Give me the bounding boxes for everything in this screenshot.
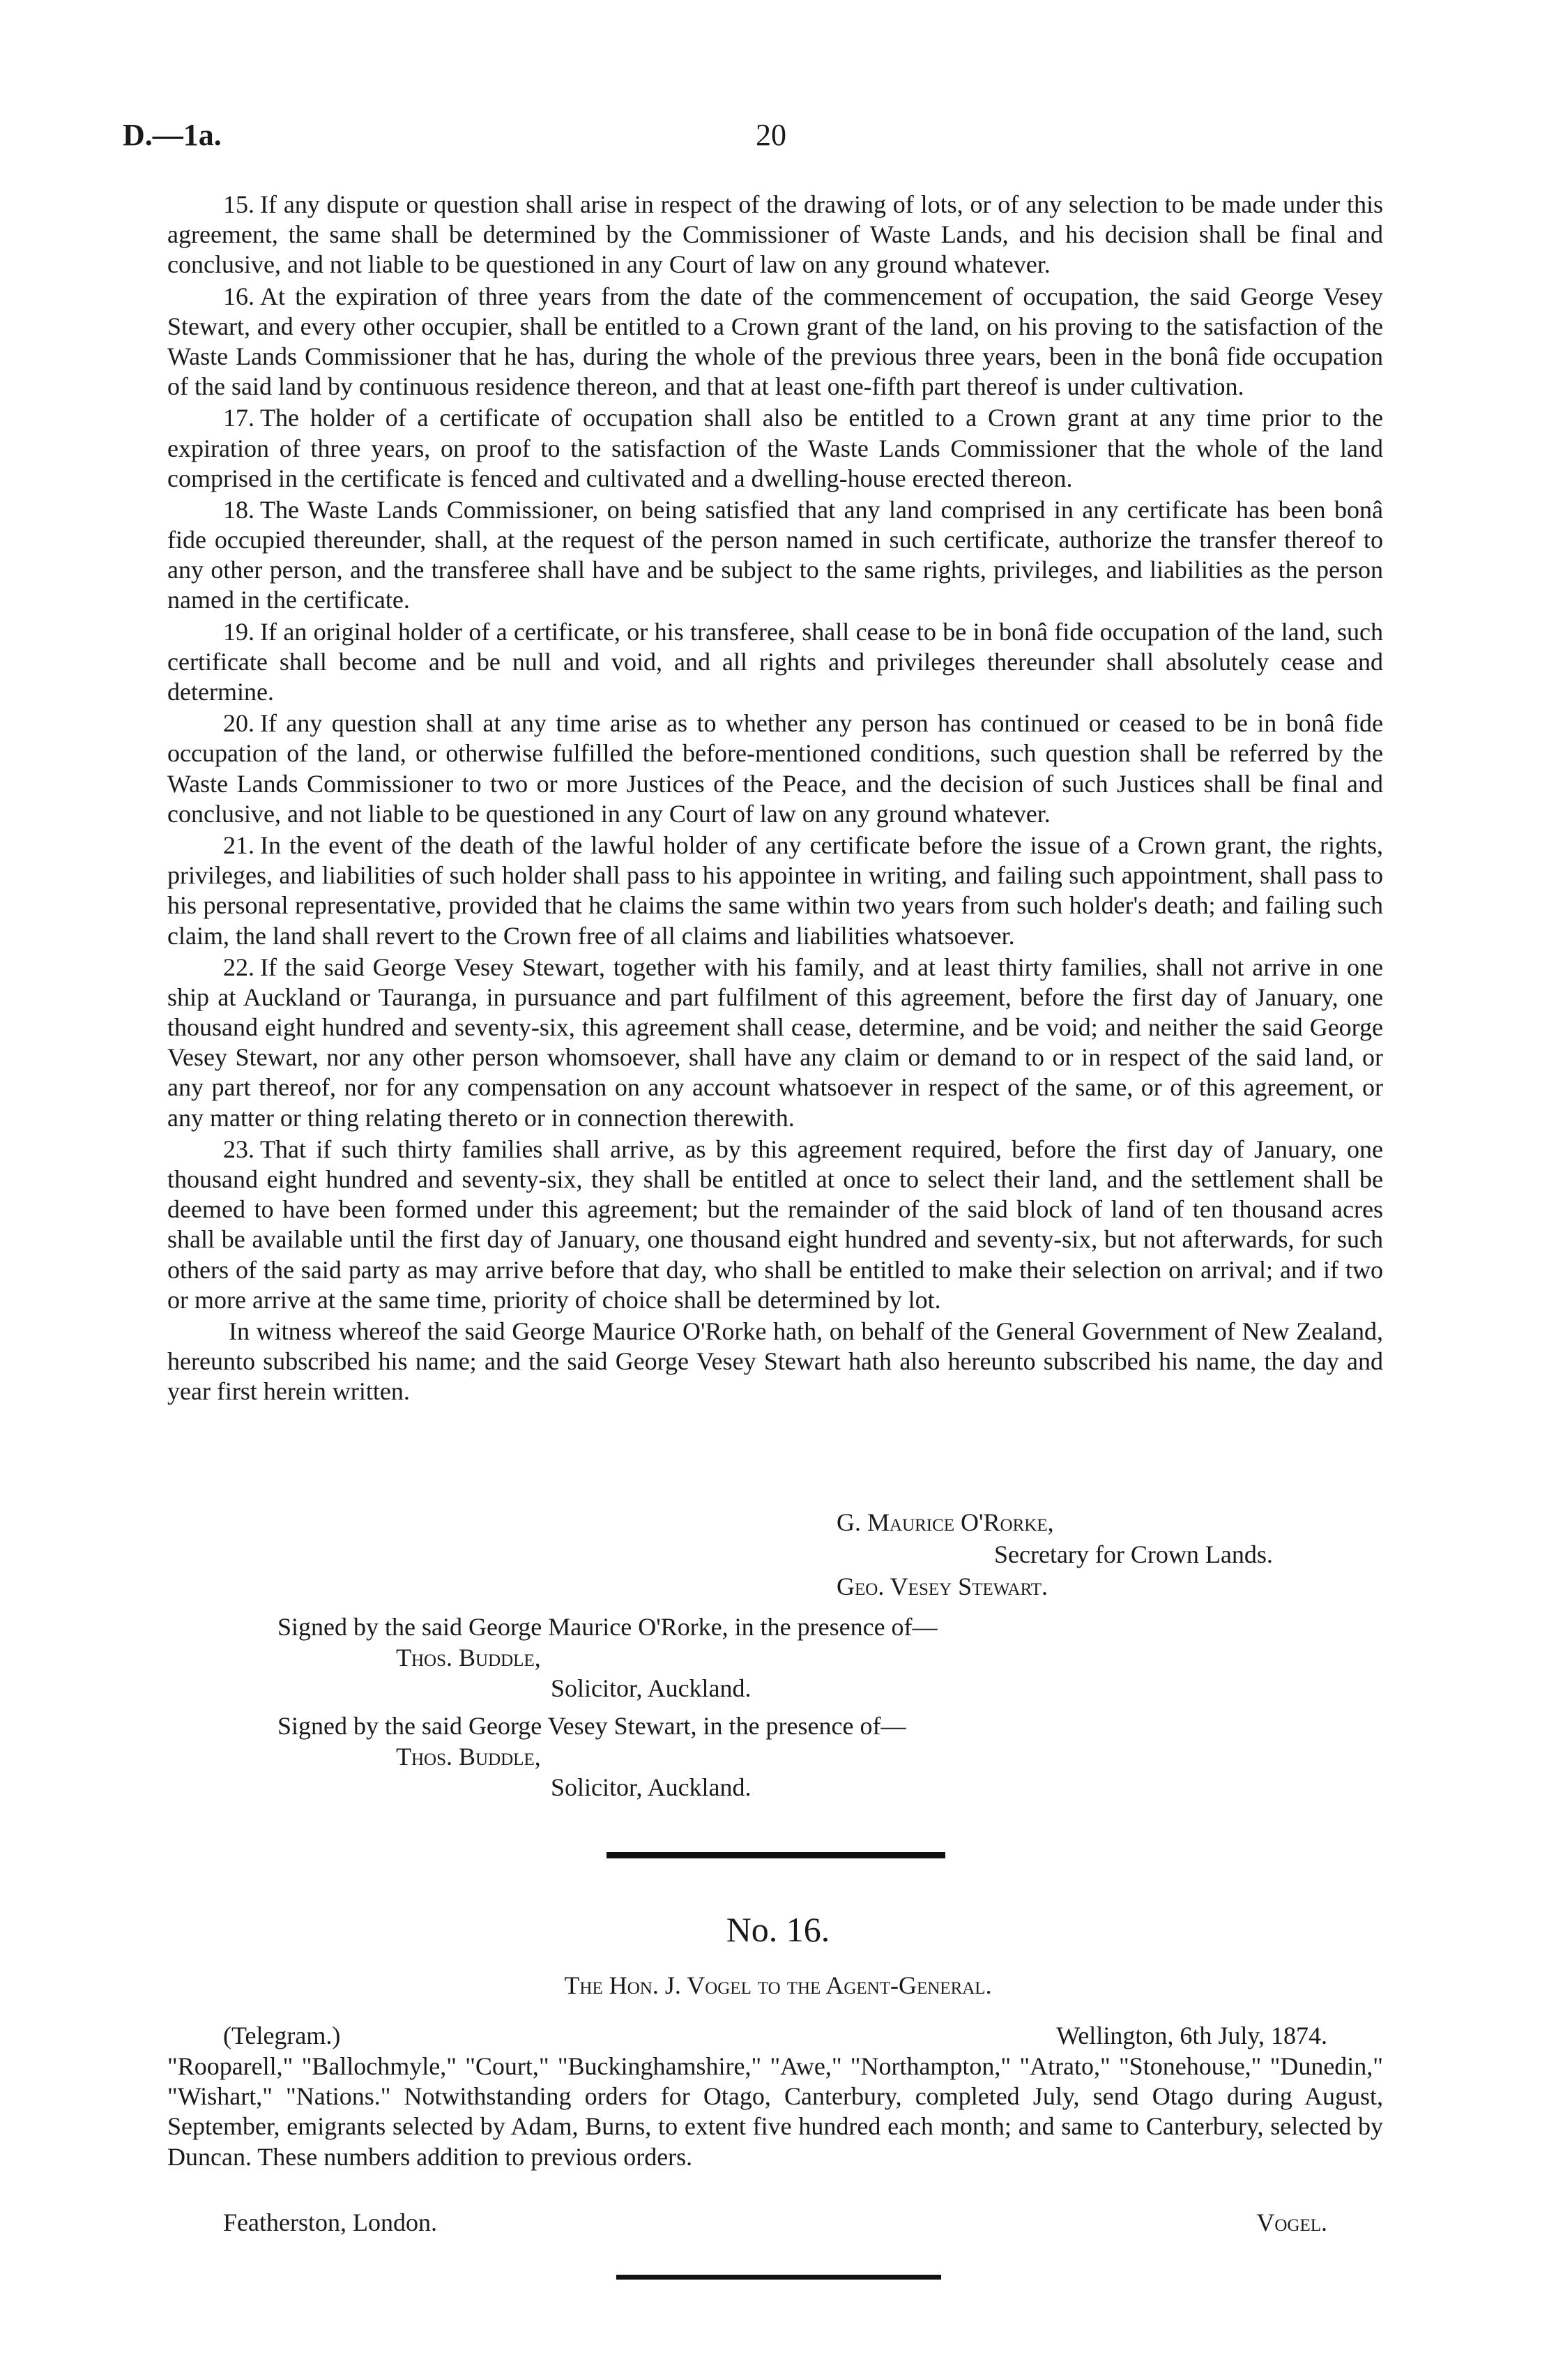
signature-stewart xyxy=(837,1572,1048,1602)
signature-ororke xyxy=(837,1508,1054,1538)
witness-intro: Signed by the said George Vesey Stewart, in the presence of— xyxy=(277,1712,906,1740)
telegram-place-date: Wellington, 6th July, 1874. xyxy=(1056,2022,1327,2049)
series-reference: D.—1a. xyxy=(123,118,222,152)
signer-name: Geo. Vesey Stewart. xyxy=(837,1572,1048,1600)
telegram-footer xyxy=(223,2208,1327,2237)
telegram-title: The Hon. J. Vogel to the Agent-General. xyxy=(564,1971,992,1999)
signer-name: G. Maurice O'Rorke, xyxy=(837,1508,1054,1536)
clause-19: 19. If an original holder of a certificate, or his transferee, shall cease to be in bonâ fide occupation of the land, such certificate shall become and be null and void, and all rights and privileges thereunder shall absolutely cease and determine. xyxy=(167,617,1383,706)
witness-title: Solicitor, Auckland. xyxy=(551,1773,752,1801)
telegram-type: (Telegram.) xyxy=(223,2022,341,2049)
witness-title: Solicitor, Auckland. xyxy=(551,1674,752,1702)
clause-15: 15. If any dispute or question shall arise in respect of the drawing of lots, or of any selection to be made under this agreement, the same shall be determined by the Commissioner of Waste Lands, and his decision shall be final and conclusive, and not liable to be questioned in any Court of law on any ground whatever. xyxy=(167,190,1383,279)
page-number: 20 xyxy=(756,118,786,152)
telegram-addressee: Featherston, London. xyxy=(223,2208,437,2236)
clause-22: 22. If the said George Vesey Stewart, together with his family, and at least thirty families, shall not arrive in one ship at Auckland or Tauranga, in pursuance and part fulfilment of this agreement, before the first day of January, one thousand eight hundred and seventy-six, this agreement shall cease, determine, and be void; and neither the said George Vesey Stewart, nor any other person whomsoever, shall have any claim or demand to or in respect of the said land, or any part thereof, nor for any compensation on any account whatsoever in respect of the same, or of this agreement, or any matter or thing relating thereto or in connection therewith. xyxy=(167,953,1383,1132)
clause-21: 21. In the event of the death of the lawful holder of any certificate before the issue of a Crown grant, the rights, privileges, and liabilities of such holder shall pass to his appointee in writing, and failing such appointment, shall pass to his personal representative, provided that he claims the same within two years from such holder's death; and failing such claim, the land shall revert to the Crown free of all claims and liabilities whatsoever. xyxy=(167,831,1383,950)
signer-title: Secretary for Crown Lands. xyxy=(994,1540,1273,1568)
clause-23: 23. That if such thirty families shall arrive, as by this agreement required, before the first day of January, one thousand eight hundred and seventy-six, they shall be entitled at once to select their land, and the settlement shall be deemed to have been formed under this agreement; but the remainder of the said block of land of ten thousand acres shall be available until the first day of January, one thousand eight hundred and seventy-six, but not afterwards, for such others of the said party as may arrive before that day, who shall be entitled to make their selection on arrival; and if two or more arrive at the same time, priority of choice shall be determined by lot. xyxy=(167,1135,1383,1314)
telegram-body: "Rooparell," "Ballochmyle," "Court," "Buckinghamshire," "Awe," "Northampton," "Atrato," "Stonehouse," "Dunedin," "Wishart," "Nations." Notwithstanding orders for Otago, Canterbury, completed July, send Otago during August, September, emigrants selected by Adam, Burns, to extent five hundred each month; and same to Canterbury, selected by Duncan. These numbers addition to previous orders. xyxy=(167,2052,1383,2171)
witness-name: Thos. Buddle, xyxy=(396,1643,541,1672)
clause-17: 17. The holder of a certificate of occupation shall also be entitled to a Crown grant at any time prior to the expiration of three years, on proof to the satisfaction of the Waste Lands Commissioner that the whole of the land comprised in the certificate is fenced and cultivated and a dwelling-house erected thereon. xyxy=(167,404,1383,492)
witness-name: Thos. Buddle, xyxy=(396,1742,541,1771)
witness-clause: In witness whereof the said George Maurice O'Rorke hath, on behalf of the General Government of New Zealand, hereunto subscribed his name; and the said George Vesey Stewart hath also hereunto subscribed his name, the day and year first herein written. xyxy=(167,1317,1383,1406)
witness-block-2 xyxy=(277,1711,906,1803)
agreement-clauses xyxy=(167,190,1383,1409)
signature-ororke-title xyxy=(994,1540,1273,1570)
telegram-sender: Vogel. xyxy=(1256,2208,1327,2236)
telegram-meta xyxy=(223,2021,1327,2050)
witness-intro: Signed by the said George Maurice O'Rorke, in the presence of— xyxy=(277,1613,938,1641)
clause-20: 20. If any question shall at any time arise as to whether any person has continued or ceased to be in bonâ fide occupation of the land, or otherwise fulfilled the before-mentioned conditions, such question shall be referred by the Waste Lands Commissioner to two or more Justices of the Peace, and the decision of such Justices shall be final and conclusive, and not liable to be questioned in any Court of law on any ground whatever. xyxy=(167,709,1383,828)
clause-16: 16. At the expiration of three years from the date of the commencement of occupation, the said George Vesey Stewart, and every other occupier, shall be entitled to a Crown grant of the land, on his proving to the satisfaction of the Waste Lands Commissioner that he has, during the whole of the previous three years, been in the bonâ fide occupation of the said land by continuous residence thereon, and that at least one-fifth part thereof is under cultivation. xyxy=(167,282,1383,401)
end-divider xyxy=(616,2275,941,2280)
document-number: No. 16. xyxy=(726,1910,830,1949)
witness-block-1 xyxy=(277,1612,938,1704)
section-divider xyxy=(607,1852,945,1858)
clause-18: 18. The Waste Lands Commissioner, on being satisfied that any land comprised in any certificate has been bonâ fide occupied thereunder, shall, at the request of the person named in such certificate, authorize the transfer thereof to any other person, and the transferee shall have and be subject to the same rights, privileges, and liabilities as the person named in the certificate. xyxy=(167,495,1383,614)
